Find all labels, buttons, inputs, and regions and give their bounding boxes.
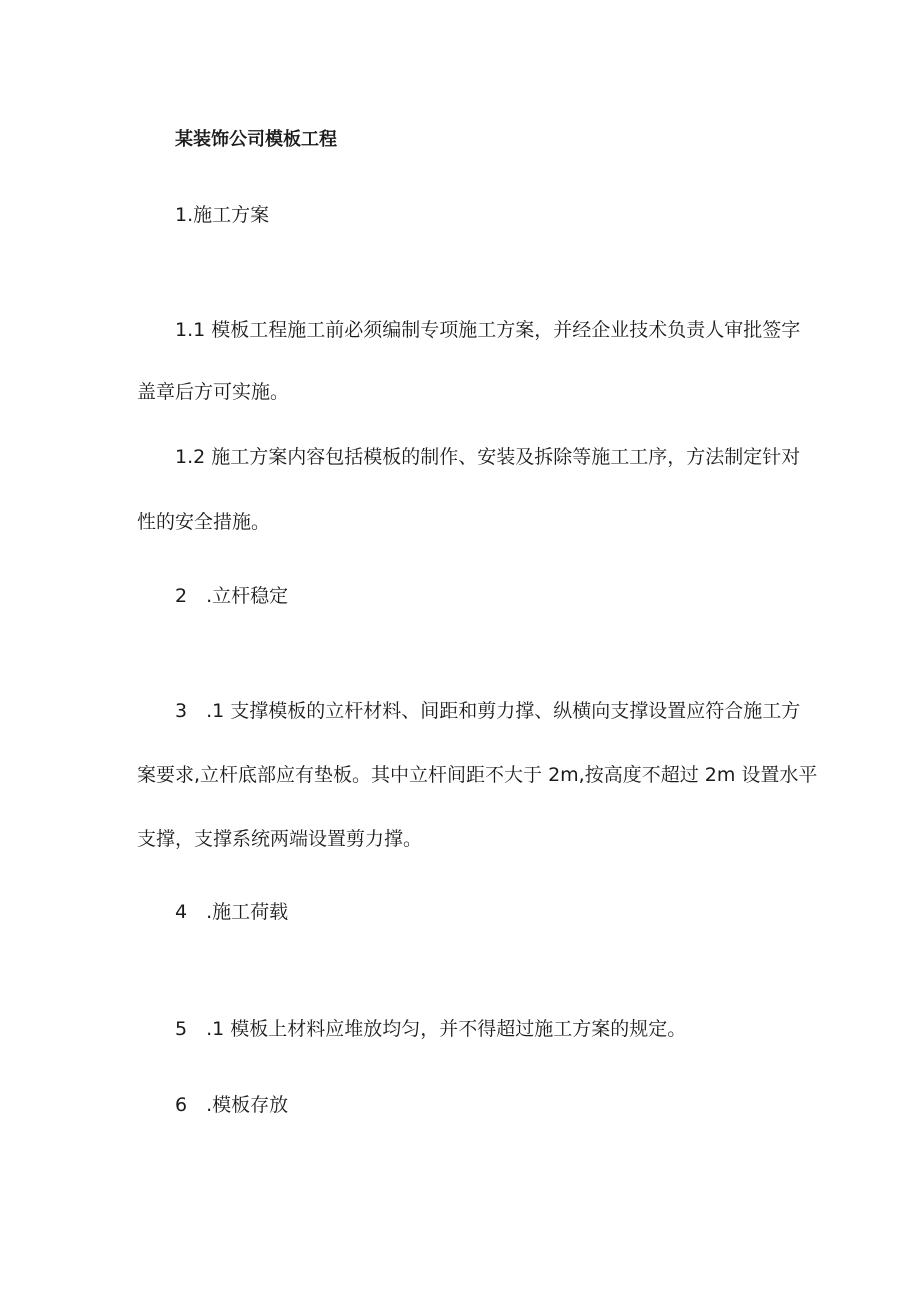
paragraph-3-1-line-1: 3 .1 支撑模板的立杆材料、间距和剪力撑、纵横向支撑设置应符合施工方 — [175, 700, 801, 722]
section-heading-6: 6 .模板存放 — [175, 1094, 289, 1116]
paragraph-3-1-line-2: 案要求,立杆底部应有垫板。其中立杆间距不大于 2m,按高度不超过 2m 设置水平 — [137, 764, 818, 786]
paragraph-1-1-line-1: 1.1 模板工程施工前必须编制专项施工方案，并经企业技术负责人审批签字 — [175, 319, 801, 341]
section-heading-1: 1.施工方案 — [175, 204, 270, 226]
document-title: 某装饰公司模板工程 — [175, 129, 337, 150]
paragraph-1-1-line-2: 盖章后方可实施。 — [137, 381, 290, 403]
paragraph-1-2-line-2: 性的安全措施。 — [137, 511, 271, 533]
paragraph-1-2-line-1: 1.2 施工方案内容包括模板的制作、安装及拆除等施工工序，方法制定针对 — [175, 446, 801, 468]
paragraph-5-1: 5 .1 模板上材料应堆放均匀，并不得超过施工方案的规定。 — [175, 1018, 687, 1040]
paragraph-3-1-line-3: 支撑，支撑系统两端设置剪力撑。 — [137, 828, 423, 850]
section-heading-2: 2 .立杆稳定 — [175, 585, 289, 607]
section-heading-4: 4 .施工荷载 — [175, 901, 289, 923]
